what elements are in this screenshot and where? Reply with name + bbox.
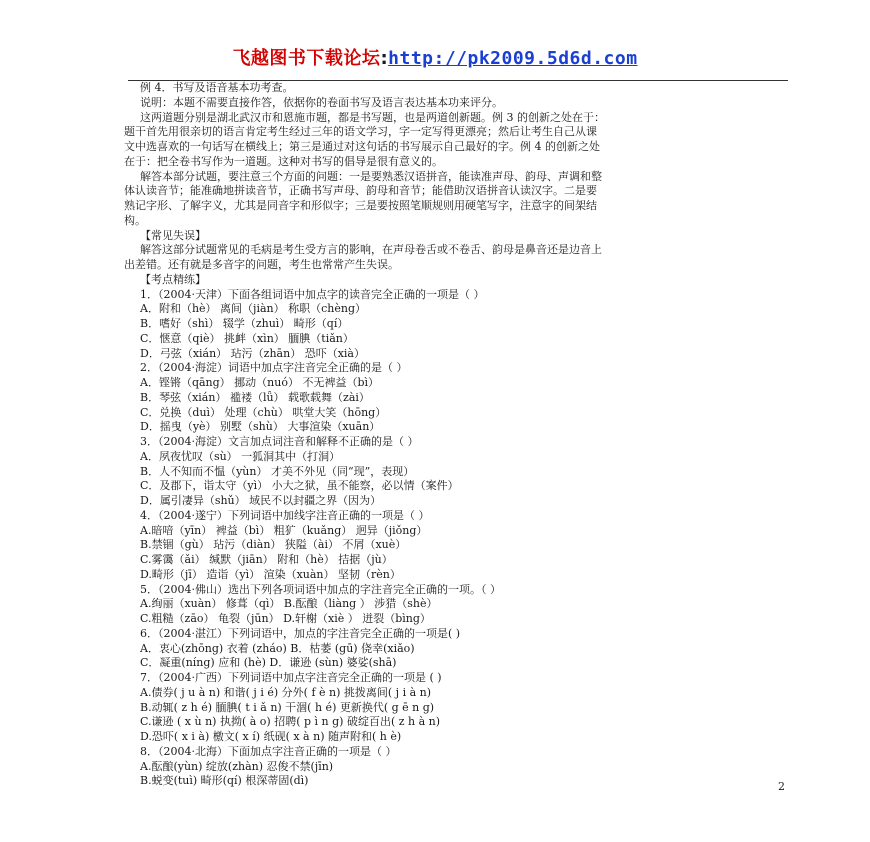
text-line: C.雾霭（ǎi） 缄默（jiān） 附和（hè） 拮据（jù）: [140, 553, 393, 566]
text-line: C．兑换（duì） 处理（chù） 哄堂大笑（hōng）: [140, 405, 387, 419]
text-line: 1．（2004·天津）下面各组词语中加点字的读音完全正确的一项是（ ）: [140, 287, 485, 301]
text-line: C.谦逊 ( x ù n) 执拗( à o) 招聘( p ì n g) 破绽百出( z h à n): [140, 715, 441, 729]
forum-url-link[interactable]: http://pk2009.5d6d.com: [388, 48, 638, 69]
text-line: C．凝重(níng) 应和 (hè) D．谦逊 (sùn) 婆娑(shā): [140, 656, 397, 670]
text-line: B.禁锢（gù） 玷污（diàn） 狭隘（ài） 不屑（xuè）: [140, 538, 407, 552]
text-line: C.粗糙（zāo） 龟裂（jūn） D.轩榭（xiè ） 迸裂（bìng）: [140, 612, 431, 625]
page-number: 2: [778, 780, 785, 793]
text-line: 文中选喜欢的一句话写在横线上；第三是通过对这句话的书写展示自己最好的字。例 4 的创新之处: [124, 140, 600, 153]
text-line: 8．（2004·北海）下面加点字注音正确的一项是（ ）: [140, 744, 397, 758]
text-line: 4．（2004·遂宁）下列词语中加线字注音正确的一项是（ ）: [140, 508, 430, 522]
text-line: 解答这部分试题常见的毛病是考生受方言的影响，在声母卷舌或不卷舌、韵母是鼻音还是边音上: [140, 243, 602, 257]
text-line: A．附和（hè） 离间（jiàn） 称职（chèng）: [140, 302, 366, 316]
text-line: A.酝酿(yùn) 绽放(zhàn) 忍俊不禁(jīn): [140, 759, 334, 773]
text-line: B．琴弦（xián） 褴褛（lǚ） 载歌载舞（zài）: [140, 390, 370, 404]
header-separator: :: [380, 48, 389, 69]
text-line: 题干首先用很亲切的语言肯定考生经过三年的语文学习，字一定写得更漂亮；然后让考生自己从课: [124, 125, 597, 139]
text-line: 这两道题分别是湖北武汉市和恩施市题，都是书写题，也是两道创新题。例 3 的创新之处在于：: [140, 110, 605, 124]
text-line: D.恐吓( x i à) 檄文( x í) 纸砚( x à n) 随声附和( h è): [140, 730, 402, 743]
text-line: B．人不知而不愠（yùn） 才美不外见（同“现”，表现）: [140, 464, 415, 478]
text-line: B.蜕变(tuì) 畸形(qí) 根深蒂固(dì): [140, 774, 309, 788]
forum-header: [0, 44, 870, 70]
text-line: C．及郡下，诣太守（yì） 小大之狱，虽不能察，必以情（案件）: [140, 479, 459, 493]
text-line: 7．（2004·广西）下列词语中加点字注音完全正确的一项是 ( ): [140, 671, 442, 684]
text-line: B.动辄( z h é) 腼腆( t i ǎ n) 干涸( h é) 更新换代( g ē n g): [140, 700, 435, 714]
text-line: 【考点精练】: [140, 272, 206, 286]
text-line: D．弓弦（xián） 玷污（zhān） 恐吓（xià）: [140, 346, 365, 360]
text-line: 【常见失误】: [140, 228, 206, 242]
text-line: 6．（2004·湛江）下列词语中，加点的字注音完全正确的一项是( ): [140, 626, 461, 640]
text-line: 说明：本题不需要直接作答，依据你的卷面书写及语言表达基本功来评分。: [140, 95, 503, 109]
text-line: A．衷心(zhōng) 衣着 (zháo) B．枯萎 (gū) 侥幸(xiǎo): [140, 641, 415, 655]
text-line: 在于：把全卷书写作为一道题。这种对书写的倡导是很有意义的。: [124, 154, 443, 168]
text-line: D．摇曳（yè） 别墅（shù） 大事渲染（xuān）: [140, 420, 381, 434]
text-line: A.债券( j u à n) 和谐( j i é) 分外( f è n) 挑拨离间( j i à n): [140, 685, 432, 699]
text-line: 例 4．书写及语音基本功考查。: [140, 81, 294, 94]
text-line: A.暗喑（yīn） 裨益（bì） 粗犷（kuǎng） 迥异（jiǒng）: [140, 523, 428, 537]
forum-name: 飞越图书下载论坛: [232, 48, 381, 69]
text-line: C．惬意（qiè） 挑衅（xìn） 腼腆（tiǎn）: [140, 331, 354, 345]
text-line: A．夙夜忧叹（sù） 一狐洞其中（打洞）: [140, 449, 341, 463]
text-line: 熟记字形、了解字义，尤其是同音字和形似字；三是要按照笔顺规则用硬笔写字，注意字的间架结: [124, 199, 597, 212]
text-line: 出差错。还有就是多音字的问题，考生也常常产生失误。: [124, 258, 399, 271]
text-line: 2．（2004·海淀）词语中加点字注音完全正确的是（ ）: [140, 361, 408, 375]
text-line: A.绚丽（xuàn） 修葺（qì） B.酝酿（liàng ） 涉猎（shè）: [140, 597, 438, 611]
text-line: B．嗜好（shì） 辍学（zhuì） 畸形（qí）: [140, 317, 349, 330]
text-line: D．属引凄异（shǔ） 域民不以封疆之界（因为）: [140, 494, 382, 507]
document-body: [124, 81, 790, 789]
text-line: 解答本部分试题，要注意三个方面的问题：一是要熟悉汉语拼音，能读准声母、韵母、声调和整: [140, 169, 602, 183]
text-line: 构。: [124, 213, 146, 227]
text-line: D.畸形（jī） 造诣（yì） 渲染（xuàn） 坚韧（rèn）: [140, 567, 401, 581]
text-line: A．铿锵（qāng） 挪动（nuó） 不无裨益（bì）: [140, 376, 380, 389]
text-line: 体认读音节；能准确地拼读音节，正确书写声母、韵母和音节；能借助汉语拼音认读汉字。二是要: [124, 184, 597, 198]
text-line: 5．（2004·佛山）选出下列各项词语中加点的字注音完全正确的一项。（ ）: [140, 582, 501, 596]
text-line: 3．（2004·海淀）文言加点词注音和解释不正确的是（ ）: [140, 435, 419, 448]
